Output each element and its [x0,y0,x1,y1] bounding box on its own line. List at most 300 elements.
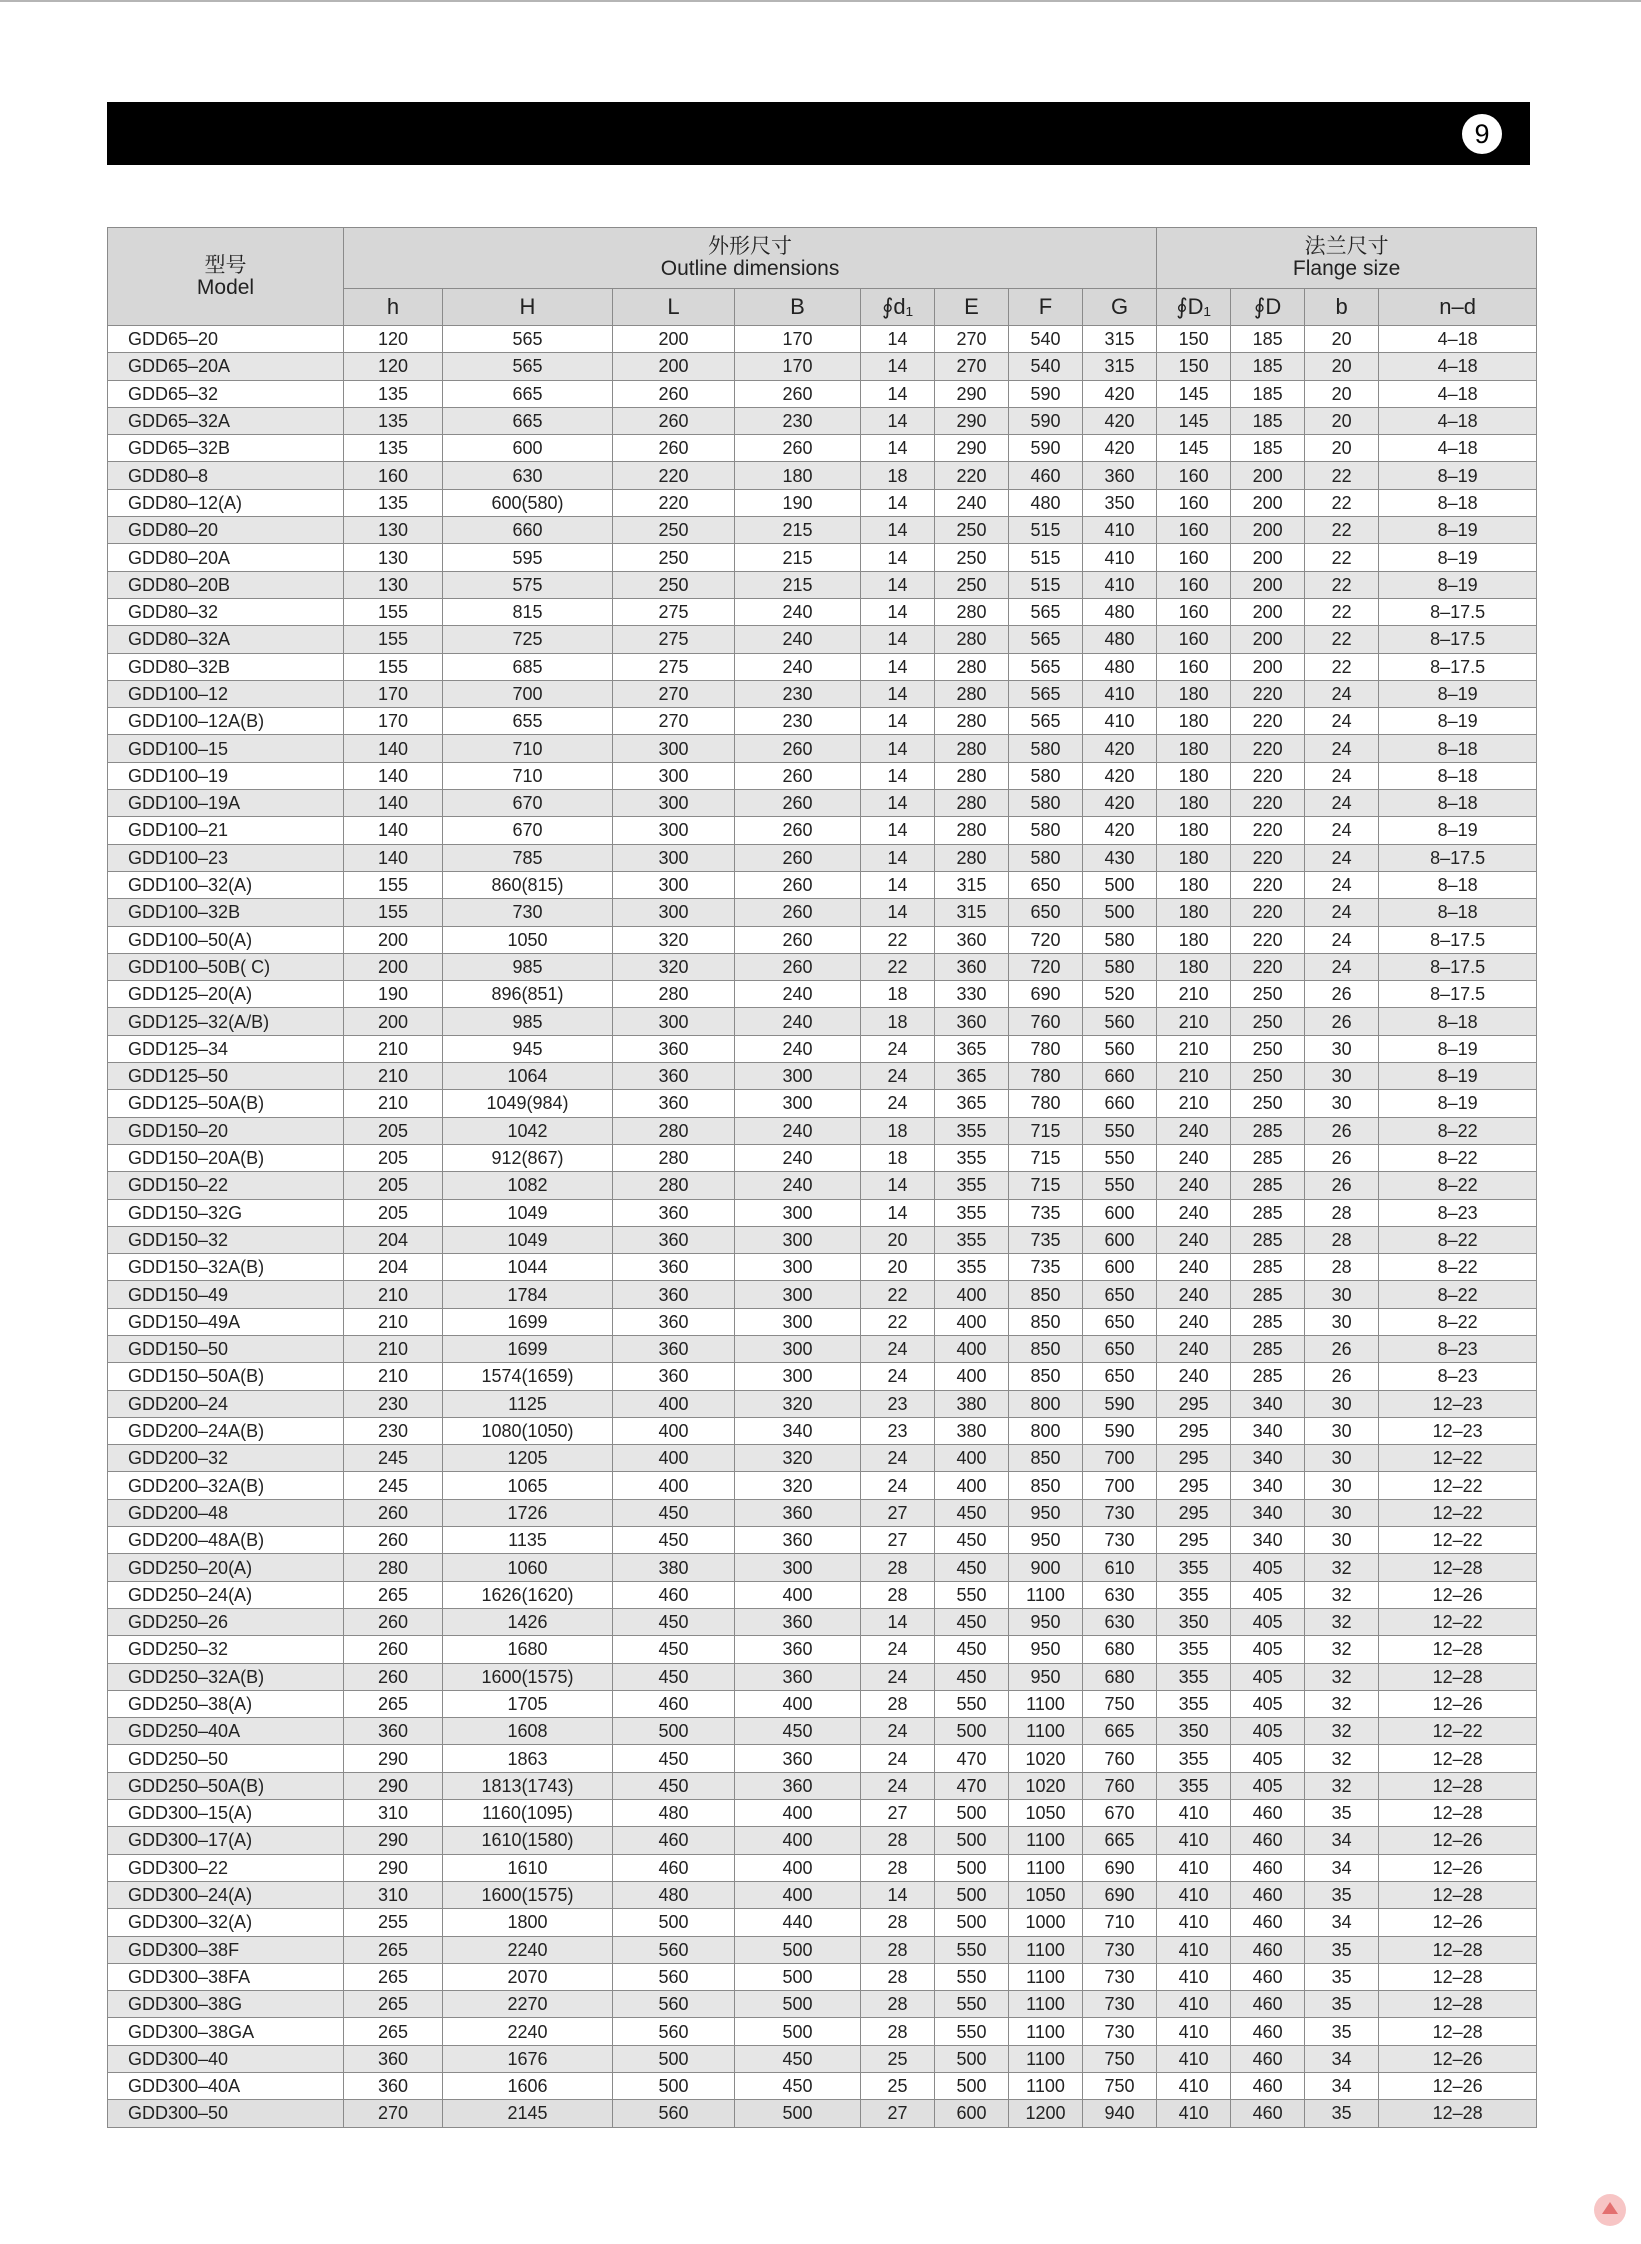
value-cell: 220 [1231,926,1305,953]
value-cell: 410 [1083,544,1157,571]
value-cell: 32 [1305,1718,1379,1745]
value-cell: 270 [613,680,735,707]
value-cell: 24 [861,1718,935,1745]
value-cell: 860(815) [443,871,613,898]
value-cell: 750 [1083,2045,1157,2072]
model-cell: GDD250–38(A) [108,1690,344,1717]
model-cell: GDD250–40A [108,1718,344,1745]
value-cell: 250 [935,571,1009,598]
model-cell: GDD125–20(A) [108,981,344,1008]
value-cell: 300 [735,1254,861,1281]
value-cell: 8–22 [1379,1226,1537,1253]
value-cell: 34 [1305,2073,1379,2100]
value-cell: 1100 [1009,1827,1083,1854]
value-cell: 295 [1157,1527,1231,1554]
value-cell: 400 [735,1581,861,1608]
table-row [108,981,1537,1008]
value-cell: 340 [1231,1472,1305,1499]
value-cell: 420 [1083,762,1157,789]
value-cell: 560 [613,2018,735,2045]
value-cell: 500 [613,1909,735,1936]
value-cell: 410 [1157,2045,1231,2072]
value-cell: 160 [1157,489,1231,516]
model-cell: GDD300–22 [108,1854,344,1881]
value-cell: 355 [935,1199,1009,1226]
value-cell: 420 [1083,735,1157,762]
value-cell: 420 [1083,380,1157,407]
value-cell: 550 [1083,1172,1157,1199]
value-cell: 8–22 [1379,1144,1537,1171]
value-cell: 420 [1083,817,1157,844]
value-cell: 130 [344,517,443,544]
value-cell: 1784 [443,1281,613,1308]
model-cell: GDD250–20(A) [108,1554,344,1581]
value-cell: 1050 [443,926,613,953]
value-cell: 600(580) [443,489,613,516]
model-cell: GDD100–15 [108,735,344,762]
value-cell: 8–19 [1379,817,1537,844]
value-cell: 14 [861,598,935,625]
column-header: ∮d₁ [861,289,935,326]
table-row [108,817,1537,844]
value-cell: 460 [613,1827,735,1854]
table-row [108,462,1537,489]
value-cell: 180 [1157,735,1231,762]
value-cell: 24 [1305,871,1379,898]
value-cell: 410 [1157,1881,1231,1908]
value-cell: 12–28 [1379,1772,1537,1799]
value-cell: 12–26 [1379,1581,1537,1608]
model-cell: GDD100–12A(B) [108,708,344,735]
table-row [108,1008,1537,1035]
value-cell: 300 [613,817,735,844]
value-cell: 26 [1305,1144,1379,1171]
value-cell: 760 [1083,1772,1157,1799]
value-cell: 12–26 [1379,2045,1537,2072]
value-cell: 8–23 [1379,1199,1537,1226]
value-cell: 34 [1305,1854,1379,1881]
value-cell: 12–26 [1379,1690,1537,1717]
value-cell: 400 [613,1472,735,1499]
value-cell: 565 [443,326,613,353]
value-cell: 1044 [443,1254,613,1281]
value-cell: 300 [613,1008,735,1035]
model-cell: GDD80–8 [108,462,344,489]
value-cell: 24 [861,1772,935,1799]
value-cell: 1100 [1009,1963,1083,1990]
value-cell: 360 [735,1745,861,1772]
value-cell: 360 [613,1281,735,1308]
value-cell: 450 [935,1636,1009,1663]
value-cell: 360 [735,1772,861,1799]
table-row [108,1281,1537,1308]
value-cell: 250 [1231,981,1305,1008]
value-cell: 950 [1009,1663,1083,1690]
value-cell: 8–17.5 [1379,598,1537,625]
value-cell: 650 [1009,871,1083,898]
model-cell: GDD100–19 [108,762,344,789]
value-cell: 14 [861,680,935,707]
value-cell: 170 [344,708,443,735]
value-cell: 230 [344,1390,443,1417]
value-cell: 27 [861,2100,935,2127]
table-row [108,1636,1537,1663]
value-cell: 30 [1305,1499,1379,1526]
model-cell: GDD150–32 [108,1226,344,1253]
value-cell: 8–23 [1379,1363,1537,1390]
value-cell: 340 [1231,1445,1305,1472]
value-cell: 230 [735,708,861,735]
value-cell: 12–28 [1379,1554,1537,1581]
value-cell: 380 [613,1554,735,1581]
value-cell: 720 [1009,953,1083,980]
table-row [108,1663,1537,1690]
value-cell: 460 [1231,2100,1305,2127]
value-cell: 315 [935,871,1009,898]
value-cell: 480 [613,1881,735,1908]
value-cell: 300 [613,844,735,871]
value-cell: 360 [344,2045,443,2072]
table-row [108,1800,1537,1827]
value-cell: 160 [344,462,443,489]
value-cell: 24 [1305,844,1379,871]
value-cell: 565 [1009,653,1083,680]
value-cell: 8–22 [1379,1308,1537,1335]
value-cell: 18 [861,1117,935,1144]
value-cell: 250 [613,517,735,544]
value-cell: 410 [1083,680,1157,707]
value-cell: 220 [1231,790,1305,817]
model-header [108,228,344,326]
value-cell: 280 [613,1117,735,1144]
value-cell: 240 [935,489,1009,516]
table-row [108,1581,1537,1608]
value-cell: 1020 [1009,1745,1083,1772]
value-cell: 340 [1231,1527,1305,1554]
value-cell: 8–19 [1379,517,1537,544]
value-cell: 460 [1231,1881,1305,1908]
value-cell: 1600(1575) [443,1881,613,1908]
value-cell: 285 [1231,1226,1305,1253]
header-banner [107,102,1530,165]
value-cell: 560 [613,1991,735,2018]
value-cell: 120 [344,326,443,353]
value-cell: 400 [935,1281,1009,1308]
value-cell: 35 [1305,1936,1379,1963]
value-cell: 22 [861,926,935,953]
value-cell: 515 [1009,571,1083,598]
value-cell: 28 [1305,1199,1379,1226]
value-cell: 785 [443,844,613,871]
value-cell: 265 [344,1690,443,1717]
value-cell: 360 [613,1308,735,1335]
model-cell: GDD65–32B [108,435,344,462]
value-cell: 250 [1231,1035,1305,1062]
value-cell: 280 [935,844,1009,871]
value-cell: 260 [613,380,735,407]
model-cell: GDD200–32A(B) [108,1472,344,1499]
value-cell: 420 [1083,790,1157,817]
column-header: L [613,289,735,326]
value-cell: 480 [1083,598,1157,625]
value-cell: 575 [443,571,613,598]
value-cell: 355 [1157,1690,1231,1717]
value-cell: 28 [861,1854,935,1881]
table-row [108,1881,1537,1908]
value-cell: 32 [1305,1690,1379,1717]
value-cell: 14 [861,489,935,516]
value-cell: 14 [861,790,935,817]
value-cell: 1699 [443,1308,613,1335]
value-cell: 205 [344,1172,443,1199]
value-cell: 28 [1305,1226,1379,1253]
model-cell: GDD100–12 [108,680,344,707]
value-cell: 290 [344,1772,443,1799]
value-cell: 590 [1083,1390,1157,1417]
value-cell: 460 [1231,1827,1305,1854]
value-cell: 1205 [443,1445,613,1472]
model-cell: GDD150–32A(B) [108,1254,344,1281]
value-cell: 210 [344,1281,443,1308]
model-header-en: Model [196,275,255,299]
value-cell: 320 [735,1472,861,1499]
value-cell: 1160(1095) [443,1800,613,1827]
value-cell: 950 [1009,1499,1083,1526]
value-cell: 12–22 [1379,1499,1537,1526]
value-cell: 285 [1231,1172,1305,1199]
value-cell: 685 [443,653,613,680]
value-cell: 14 [861,571,935,598]
value-cell: 185 [1231,435,1305,462]
value-cell: 14 [861,817,935,844]
value-cell: 250 [613,544,735,571]
table-row [108,353,1537,380]
value-cell: 590 [1009,380,1083,407]
value-cell: 405 [1231,1636,1305,1663]
value-cell: 1100 [1009,2045,1083,2072]
value-cell: 30 [1305,1527,1379,1554]
value-cell: 470 [935,1772,1009,1799]
value-cell: 750 [1083,1690,1157,1717]
value-cell: 24 [861,1090,935,1117]
table-row [108,1472,1537,1499]
value-cell: 950 [1009,1636,1083,1663]
value-cell: 580 [1009,735,1083,762]
table-row [108,1063,1537,1090]
value-cell: 600 [935,2100,1009,2127]
value-cell: 8–19 [1379,680,1537,707]
value-cell: 580 [1009,762,1083,789]
value-cell: 8–18 [1379,735,1537,762]
model-cell: GDD80–32A [108,626,344,653]
table-row [108,380,1537,407]
value-cell: 1000 [1009,1909,1083,1936]
value-cell: 1050 [1009,1881,1083,1908]
value-cell: 27 [861,1499,935,1526]
value-cell: 215 [735,544,861,571]
value-cell: 290 [935,435,1009,462]
value-cell: 185 [1231,380,1305,407]
value-cell: 400 [613,1445,735,1472]
table-row [108,926,1537,953]
table-row [108,1608,1537,1635]
value-cell: 14 [861,544,935,571]
value-cell: 850 [1009,1363,1083,1390]
value-cell: 360 [735,1499,861,1526]
value-cell: 690 [1083,1881,1157,1908]
value-cell: 950 [1009,1527,1083,1554]
model-cell: GDD80–20B [108,571,344,598]
value-cell: 1049 [443,1226,613,1253]
value-cell: 2270 [443,1991,613,2018]
value-cell: 360 [613,1090,735,1117]
value-cell: 850 [1009,1445,1083,1472]
value-cell: 170 [735,326,861,353]
value-cell: 26 [1305,981,1379,1008]
model-cell: GDD300–38GA [108,2018,344,2045]
value-cell: 720 [1009,926,1083,953]
value-cell: 240 [735,653,861,680]
value-cell: 4–18 [1379,326,1537,353]
value-cell: 360 [613,1254,735,1281]
value-cell: 220 [1231,871,1305,898]
value-cell: 24 [861,1663,935,1690]
value-cell: 580 [1009,844,1083,871]
value-cell: 25 [861,2045,935,2072]
value-cell: 160 [1157,571,1231,598]
value-cell: 680 [1083,1663,1157,1690]
value-cell: 200 [613,326,735,353]
value-cell: 14 [861,844,935,871]
value-cell: 12–26 [1379,2073,1537,2100]
value-cell: 240 [1157,1144,1231,1171]
value-cell: 500 [1083,899,1157,926]
value-cell: 12–28 [1379,1991,1537,2018]
value-cell: 355 [935,1254,1009,1281]
value-cell: 270 [613,708,735,735]
value-cell: 655 [443,708,613,735]
value-cell: 28 [861,1690,935,1717]
table-row [108,1445,1537,1472]
value-cell: 290 [344,1827,443,1854]
value-cell: 245 [344,1472,443,1499]
value-cell: 500 [935,1909,1009,1936]
column-header: h [344,289,443,326]
value-cell: 210 [1157,981,1231,1008]
value-cell: 240 [735,1035,861,1062]
value-cell: 280 [935,735,1009,762]
value-cell: 715 [1009,1172,1083,1199]
value-cell: 12–26 [1379,1854,1537,1881]
value-cell: 460 [1231,1909,1305,1936]
value-cell: 135 [344,489,443,516]
value-cell: 210 [1157,1008,1231,1035]
value-cell: 160 [1157,517,1231,544]
value-cell: 14 [861,626,935,653]
value-cell: 240 [735,598,861,625]
value-cell: 14 [861,708,935,735]
value-cell: 460 [613,1854,735,1881]
value-cell: 135 [344,435,443,462]
value-cell: 280 [935,817,1009,844]
value-cell: 240 [735,1172,861,1199]
column-header: F [1009,289,1083,326]
value-cell: 155 [344,626,443,653]
value-cell: 410 [1083,517,1157,544]
value-cell: 340 [1231,1390,1305,1417]
value-cell: 290 [344,1854,443,1881]
value-cell: 30 [1305,1281,1379,1308]
value-cell: 280 [935,626,1009,653]
value-cell: 8–18 [1379,790,1537,817]
value-cell: 285 [1231,1281,1305,1308]
value-cell: 26 [1305,1172,1379,1199]
value-cell: 150 [1157,326,1231,353]
value-cell: 280 [935,790,1009,817]
value-cell: 260 [613,435,735,462]
value-cell: 590 [1009,407,1083,434]
value-cell: 150 [1157,353,1231,380]
value-cell: 730 [443,899,613,926]
value-cell: 140 [344,790,443,817]
model-cell: GDD300–15(A) [108,1800,344,1827]
value-cell: 280 [935,708,1009,735]
value-cell: 30 [1305,1035,1379,1062]
value-cell: 580 [1009,790,1083,817]
column-header: ∮D₁ [1157,289,1231,326]
value-cell: 35 [1305,2100,1379,2127]
model-cell: GDD150–22 [108,1172,344,1199]
value-cell: 24 [1305,926,1379,953]
value-cell: 365 [935,1035,1009,1062]
value-cell: 8–18 [1379,871,1537,898]
value-cell: 440 [735,1909,861,1936]
model-cell: GDD300–17(A) [108,1827,344,1854]
value-cell: 250 [1231,1090,1305,1117]
value-cell: 12–23 [1379,1390,1537,1417]
value-cell: 14 [861,1199,935,1226]
value-cell: 280 [344,1554,443,1581]
value-cell: 380 [935,1390,1009,1417]
value-cell: 8–19 [1379,1035,1537,1062]
value-cell: 405 [1231,1608,1305,1635]
value-cell: 135 [344,380,443,407]
column-header: B [735,289,861,326]
model-cell: GDD125–50A(B) [108,1090,344,1117]
value-cell: 360 [935,953,1009,980]
value-cell: 34 [1305,1909,1379,1936]
value-cell: 18 [861,981,935,1008]
value-cell: 730 [1083,1963,1157,1990]
table-row [108,680,1537,707]
value-cell: 28 [1305,1254,1379,1281]
value-cell: 140 [344,844,443,871]
value-cell: 285 [1231,1144,1305,1171]
value-cell: 580 [1083,953,1157,980]
table-row [108,1854,1537,1881]
value-cell: 24 [1305,817,1379,844]
value-cell: 400 [935,1472,1009,1499]
value-cell: 550 [1083,1117,1157,1144]
value-cell: 400 [735,1800,861,1827]
value-cell: 8–19 [1379,1063,1537,1090]
value-cell: 295 [1157,1499,1231,1526]
value-cell: 985 [443,1008,613,1035]
value-cell: 14 [861,1172,935,1199]
value-cell: 300 [735,1226,861,1253]
value-cell: 270 [935,353,1009,380]
value-cell: 8–18 [1379,1008,1537,1035]
